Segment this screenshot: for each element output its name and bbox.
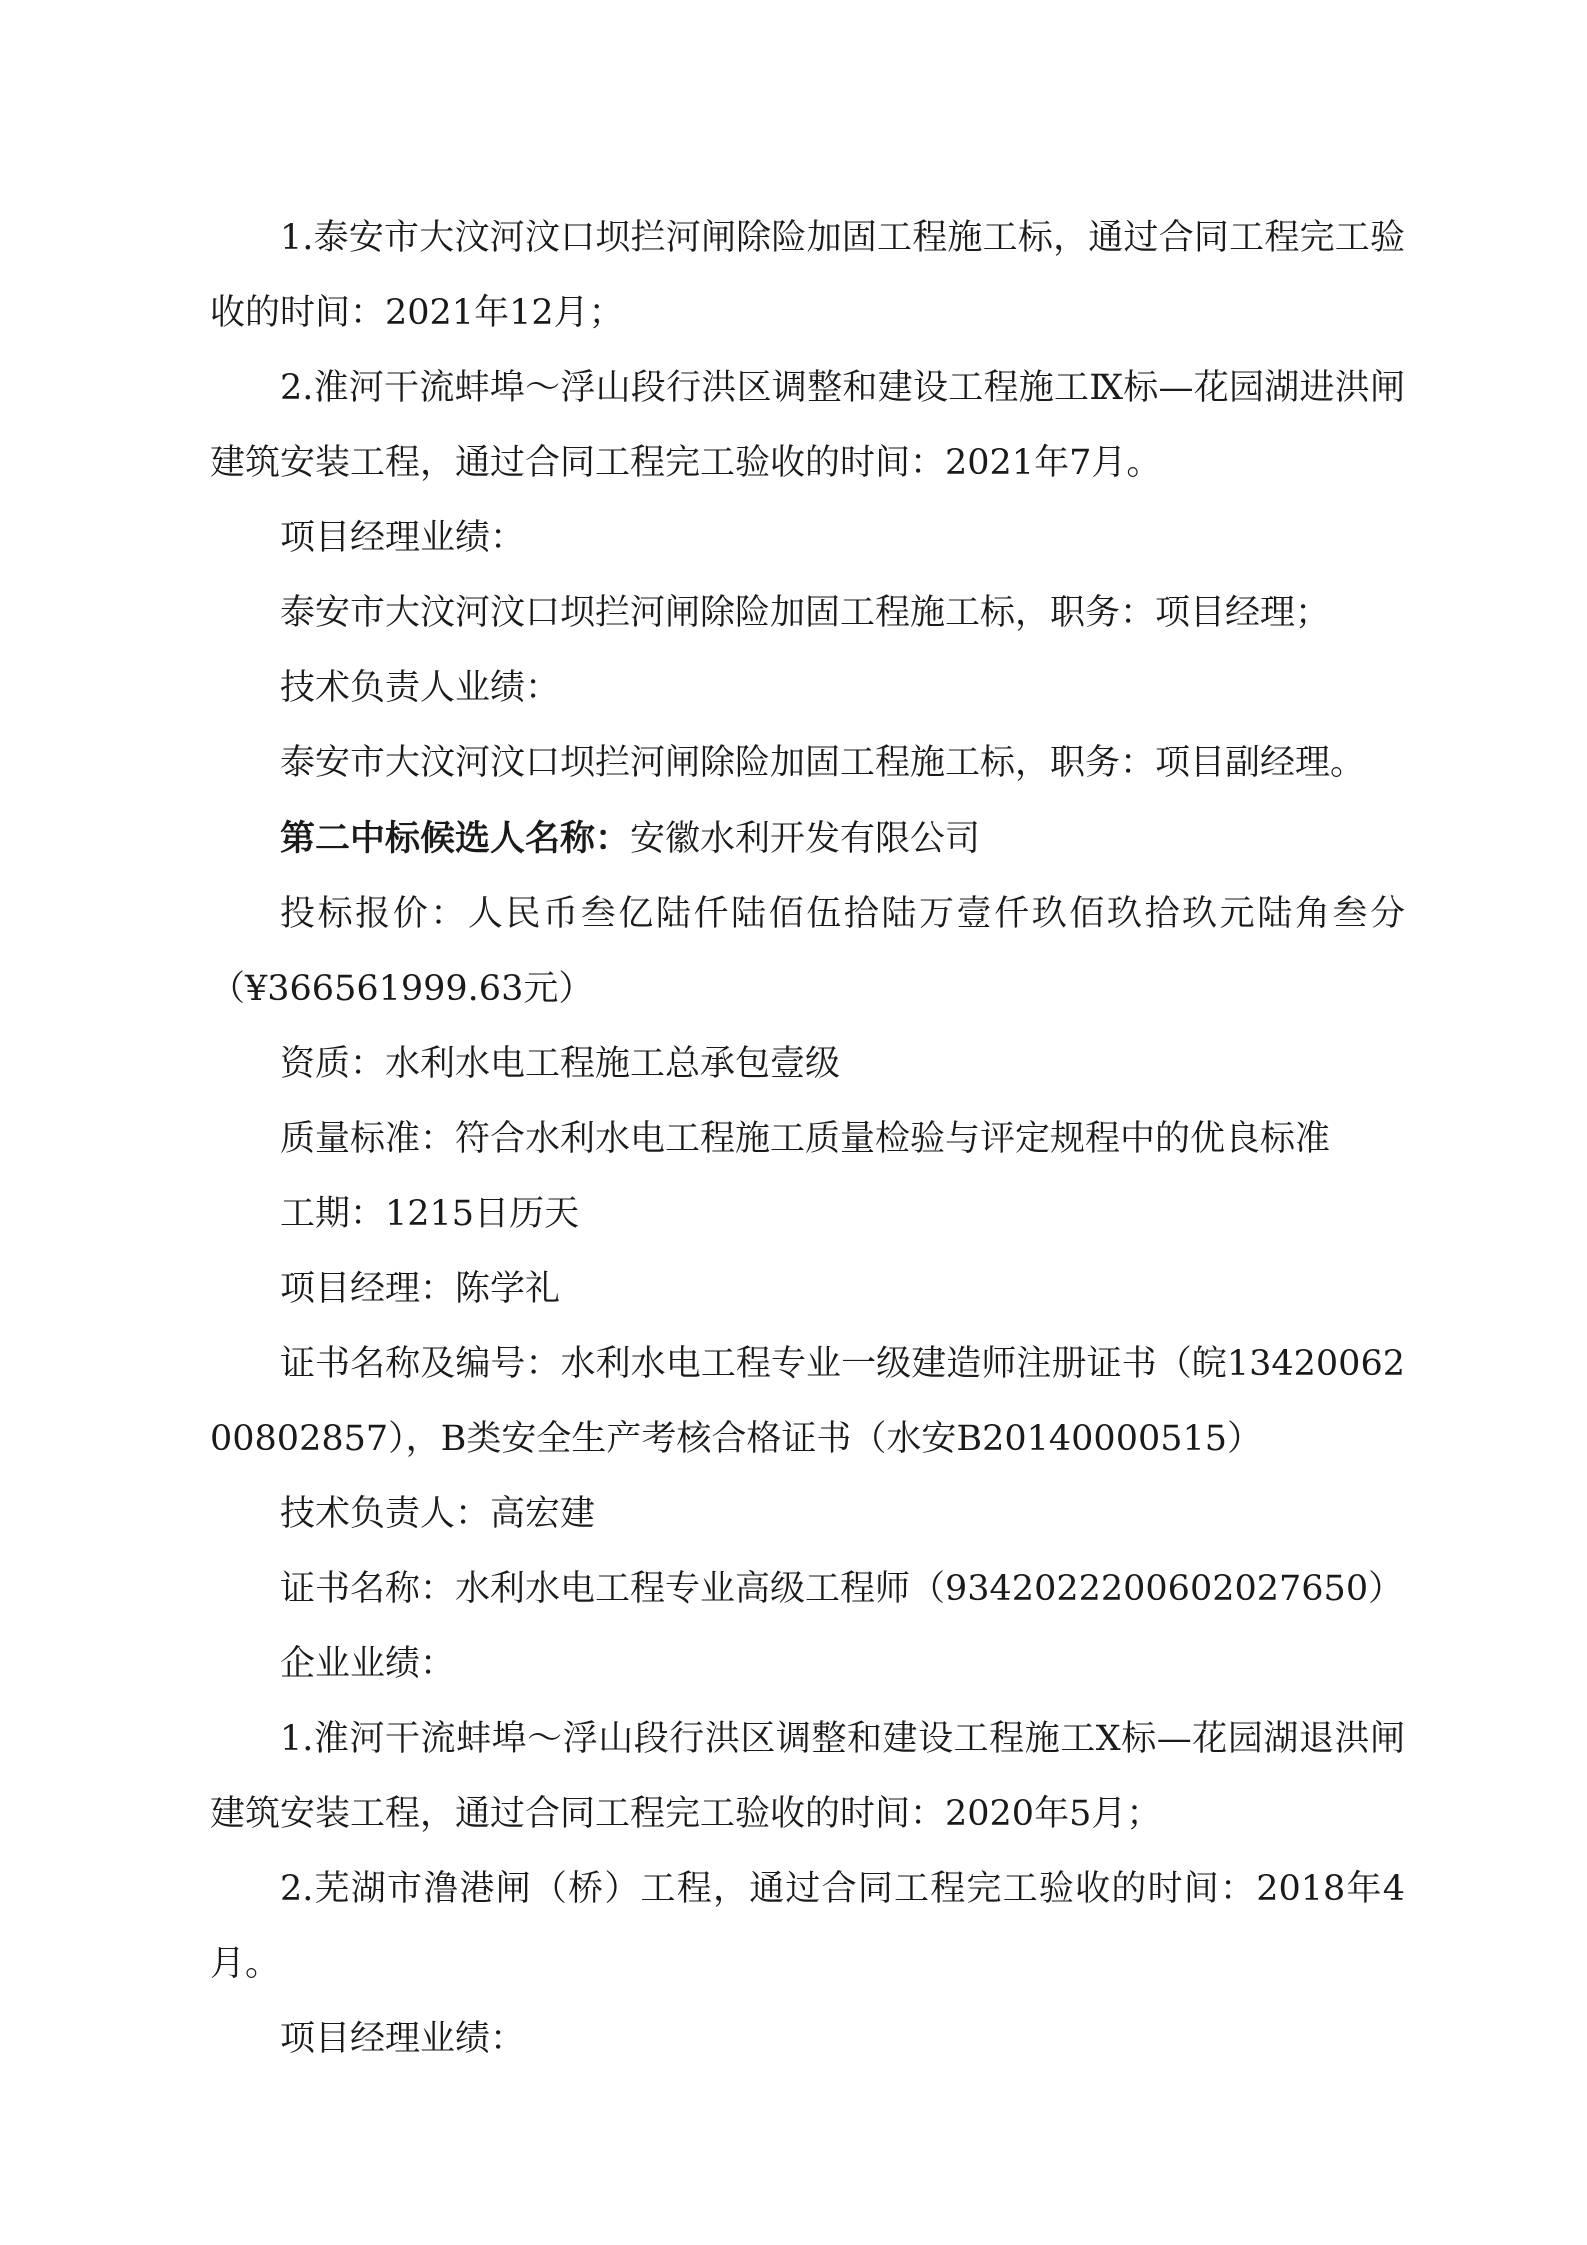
prev-candidate-performance-1: 1.泰安市大汶河汶口坝拦河闸除险加固工程施工标，通过合同工程完工验收的时间：2021年12月；	[210, 218, 1405, 333]
technical-lead-performance-heading: 技术负责人业绩：	[280, 668, 561, 708]
prev-candidate-performance-2: 2.淮河干流蚌埠～浮山段行洪区调整和建设工程施工Ⅸ标—花园湖进洪闸建筑安装工程，通过合同工程完工验收的时间：2021年7月。	[210, 368, 1405, 483]
technical-lead-certificate: 证书名称：水利水电工程专业高级工程师（9342022200602027650）	[280, 1569, 1404, 1609]
project-manager-performance-item: 泰安市大汶河汶口坝拦河闸除险加固工程施工标，职务：项目经理；	[280, 593, 1331, 633]
construction-period: 工期：1215日历天	[280, 1194, 580, 1234]
document-body	[210, 201, 1405, 2077]
project-manager-performance-heading: 项目经理业绩：	[280, 518, 526, 558]
second-candidate-name: 安徽水利开发有限公司	[630, 819, 981, 859]
second-candidate-line	[210, 801, 1405, 877]
project-manager: 项目经理：陈学礼	[280, 1269, 561, 1309]
qualification: 资质：水利水电工程施工总承包壹级	[280, 1044, 841, 1084]
company-performance-1: 1.淮河干流蚌埠～浮山段行洪区调整和建设工程施工Ⅹ标—花园湖退洪闸建筑安装工程，通过合同工程完工验收的时间：2020年5月；	[210, 1719, 1405, 1834]
certificate-info: 证书名称及编号：水利水电工程专业一级建造师注册证书（皖1342006200802857），B类安全生产考核合格证书（水安B20140000515）	[210, 1344, 1405, 1459]
company-performance-heading: 企业业绩：	[280, 1644, 456, 1684]
second-candidate-label: 第二中标候选人名称：	[280, 818, 631, 859]
quality-standard: 质量标准：符合水利水电工程施工质量检验与评定规程中的优良标准	[280, 1119, 1331, 1159]
bid-price: 投标报价：人民币叁亿陆仟陆佰伍拾陆万壹仟玖佰玖拾玖元陆角叁分（¥366561999.63元）	[210, 894, 1405, 1009]
company-performance-2: 2.芜湖市澛港闸（桥）工程，通过合同工程完工验收的时间：2018年4月。	[210, 1869, 1405, 1984]
technical-lead-performance-item: 泰安市大汶河汶口坝拦河闸除险加固工程施工标，职务：项目副经理。	[280, 743, 1366, 783]
project-manager-performance-heading-2: 项目经理业绩：	[280, 2019, 526, 2059]
technical-lead: 技术负责人：高宏建	[280, 1494, 596, 1534]
